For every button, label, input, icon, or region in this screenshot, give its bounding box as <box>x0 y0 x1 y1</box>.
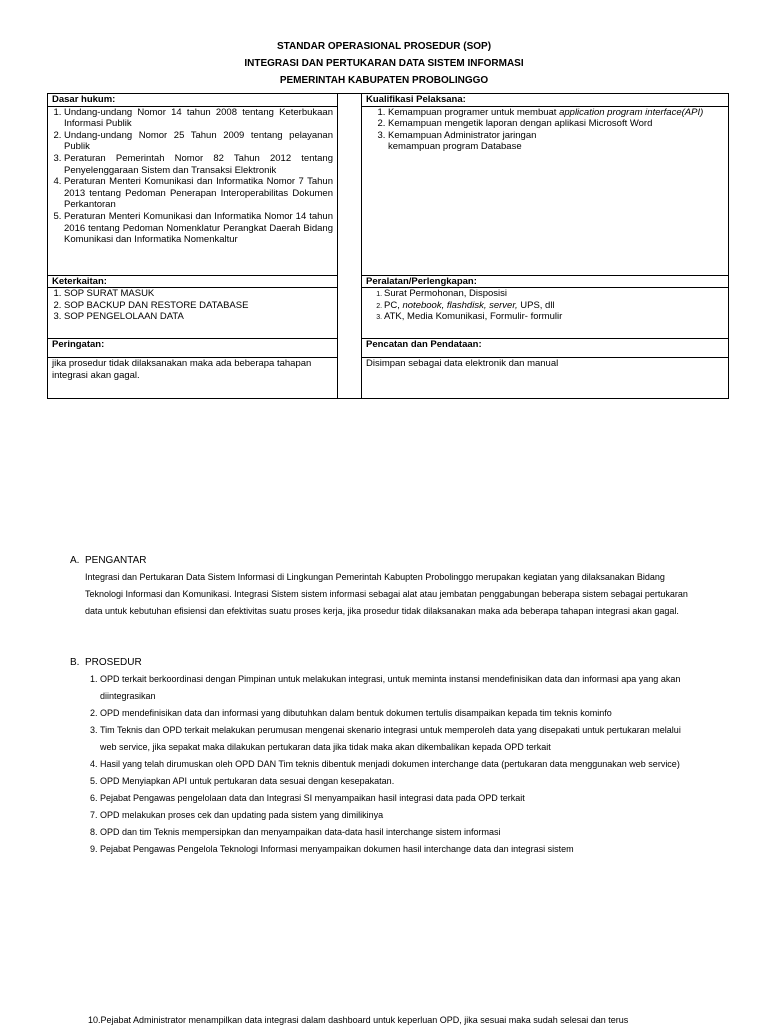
list-item: 3. Kemampuan Administrator jaringan kemampuan program Database <box>388 130 724 153</box>
section-heading: B. PROSEDUR <box>70 657 142 668</box>
section-heading: A. PENGANTAR <box>70 555 147 566</box>
keterkaitan-label: Keterkaitan: <box>48 275 338 288</box>
dasar-hukum-cell <box>48 106 338 275</box>
list-item: 1. Kemampuan programer untuk membuat application program interface(API) <box>388 107 724 119</box>
peralatan-label: Peralatan/Perlengkapan: <box>362 275 729 288</box>
section-pengantar <box>70 552 698 620</box>
section-prosedur <box>70 654 698 858</box>
kualifikasi-cell <box>362 106 729 275</box>
keterkaitan-list <box>52 288 333 323</box>
list-item: 3. Tim Teknis dan OPD terkait melakukan perumusan mengenai skenario integrasi untuk memperoleh data yang disepakati untuk pertukaran melalui web service, jika sepakat maka dilakukan pertukaran data jika tidak maka akan dikembalikan kepada OPD terkait <box>100 722 698 756</box>
list-item: 3. SOP PENGELOLAAN DATA <box>64 311 333 323</box>
kualifikasi-list <box>366 107 724 153</box>
peringatan-text: jika prosedur tidak dilaksanakan maka ada beberapa tahapan integrasi akan gagal. <box>52 358 312 381</box>
list-item: 2. Kemampuan mengetik laporan dengan aplikasi Microsoft Word <box>388 118 724 130</box>
list-item: 3. Peraturan Pemerintah Nomor 82 Tahun 2012 tentang Penyelenggaraan Sistem dan Transaksi Elektronik <box>64 153 333 176</box>
dasar-hukum-list <box>52 107 333 246</box>
pengantar-text: Integrasi dan Pertukaran Data Sistem Informasi di Lingkungan Pemerintah Kabupten Probolinggo merupakan kegiatan yang dilaksanakan Bidang Teknologi Informasi dan Komunikasi. Integrasi Sistem sistem informasi sebagai alat atau jembatan penggabungan beberapa sistem sebagai pertukaran data untuk kebutuhan efisiensi dan efektivitas suatu proses kerja, jika prosedur tidak dilaksanakan maka ada beberapa tahapan integrasi akan gagal. <box>85 572 688 616</box>
list-item: 2. SOP BACKUP DAN RESTORE DATABASE <box>64 300 333 312</box>
list-item: 2. OPD mendefinisikan data dan informasi yang dibutuhkan dalam bentuk dokumen tertulis disampaikan kepada tim teknis kominfo <box>100 705 698 722</box>
list-item: 1. Undang-undang Nomor 14 tahun 2008 tentang Keterbukaan Informasi Publik <box>64 107 333 130</box>
pencatatan-label: Pencatan dan Pendataan: <box>362 339 729 358</box>
prosedur-list <box>70 671 698 858</box>
doc-title: STANDAR OPERASIONAL PROSEDUR (SOP) <box>276 41 492 52</box>
doc-subtitle: INTEGRASI DAN PERTUKARAN DATA SISTEM INFORMASI <box>244 58 524 69</box>
pencatatan-text: Disimpan sebagai data elektronik dan manual <box>366 358 559 370</box>
list-item: 8. OPD dan tim Teknis mempersipkan dan menyampaikan data-data hasil interchange sistem informasi <box>100 824 698 841</box>
list-item: 4. Hasil yang telah dirumuskan oleh OPD DAN Tim teknis dibentuk menjadi dokumen interchange data (pertukaran data menggunakan web service) <box>100 756 698 773</box>
keterkaitan-cell <box>48 288 338 339</box>
list-item: 5. Peraturan Menteri Komunikasi dan Informatika Nomor 14 tahun 2016 tentang Pedoman Nomenklatur Perangkat Daerah Bidang Komunikasi dan Informatika Nomenkaltur <box>64 211 333 246</box>
column-spacer <box>338 94 362 399</box>
list-item-cut-off: 10.Pejabat Administrator menampilkan data integrasi dalam dashboard untuk keperluan OPD, jika sesuai maka sudah selesai dan terus <box>88 1015 629 1025</box>
dasar-hukum-label: Dasar hukum: <box>48 94 338 107</box>
list-item: 9. Pejabat Pengawas Pengelola Teknologi Informasi menyampaikan dokumen hasil interchange data dan integrasi sistem <box>100 841 698 858</box>
list-item: 1. OPD terkait berkoordinasi dengan Pimpinan untuk melakukan integrasi, untuk meminta instansi mendefinisikan data dan informasi apa yang akan diintegrasikan <box>100 671 698 705</box>
list-item: 3. ATK, Media Komunikasi, Formulir- formulir <box>384 311 724 323</box>
list-item: 7. OPD melakukan proses cek dan updating pada sistem yang dimilikinya <box>100 807 698 824</box>
list-item: 5. OPD Menyiapkan API untuk pertukaran data sesuai dengan kesepakatan. <box>100 773 698 790</box>
peringatan-label: Peringatan: <box>48 339 338 358</box>
list-item: 2. PC, notebook, flashdisk, server, UPS, dll <box>384 300 724 312</box>
pencatatan-cell <box>362 358 729 399</box>
peralatan-cell <box>362 288 729 339</box>
list-item: 4. Peraturan Menteri Komunikasi dan Informatika Nomor 7 Tahun 2013 tentang Pedoman Penerapan Interoperabilitas Dokumen Perkantoran <box>64 176 333 211</box>
doc-organization: PEMERINTAH KABUPATEN PROBOLINGGO <box>279 75 489 86</box>
list-item: 1. Surat Permohonan, Disposisi <box>384 288 724 300</box>
peralatan-list <box>366 288 724 323</box>
list-item: 1. SOP SURAT MASUK <box>64 288 333 300</box>
kualifikasi-label: Kualifikasi Pelaksana: <box>362 94 729 107</box>
sop-table <box>47 93 729 399</box>
list-item: 6. Pejabat Pengawas pengelolaan data dan Integrasi SI menyampaikan hasil integrasi data pada OPD terkait <box>100 790 698 807</box>
peringatan-cell <box>48 358 338 399</box>
list-item: 2. Undang-undang Nomor 25 Tahun 2009 tentang pelayanan Publik <box>64 130 333 153</box>
